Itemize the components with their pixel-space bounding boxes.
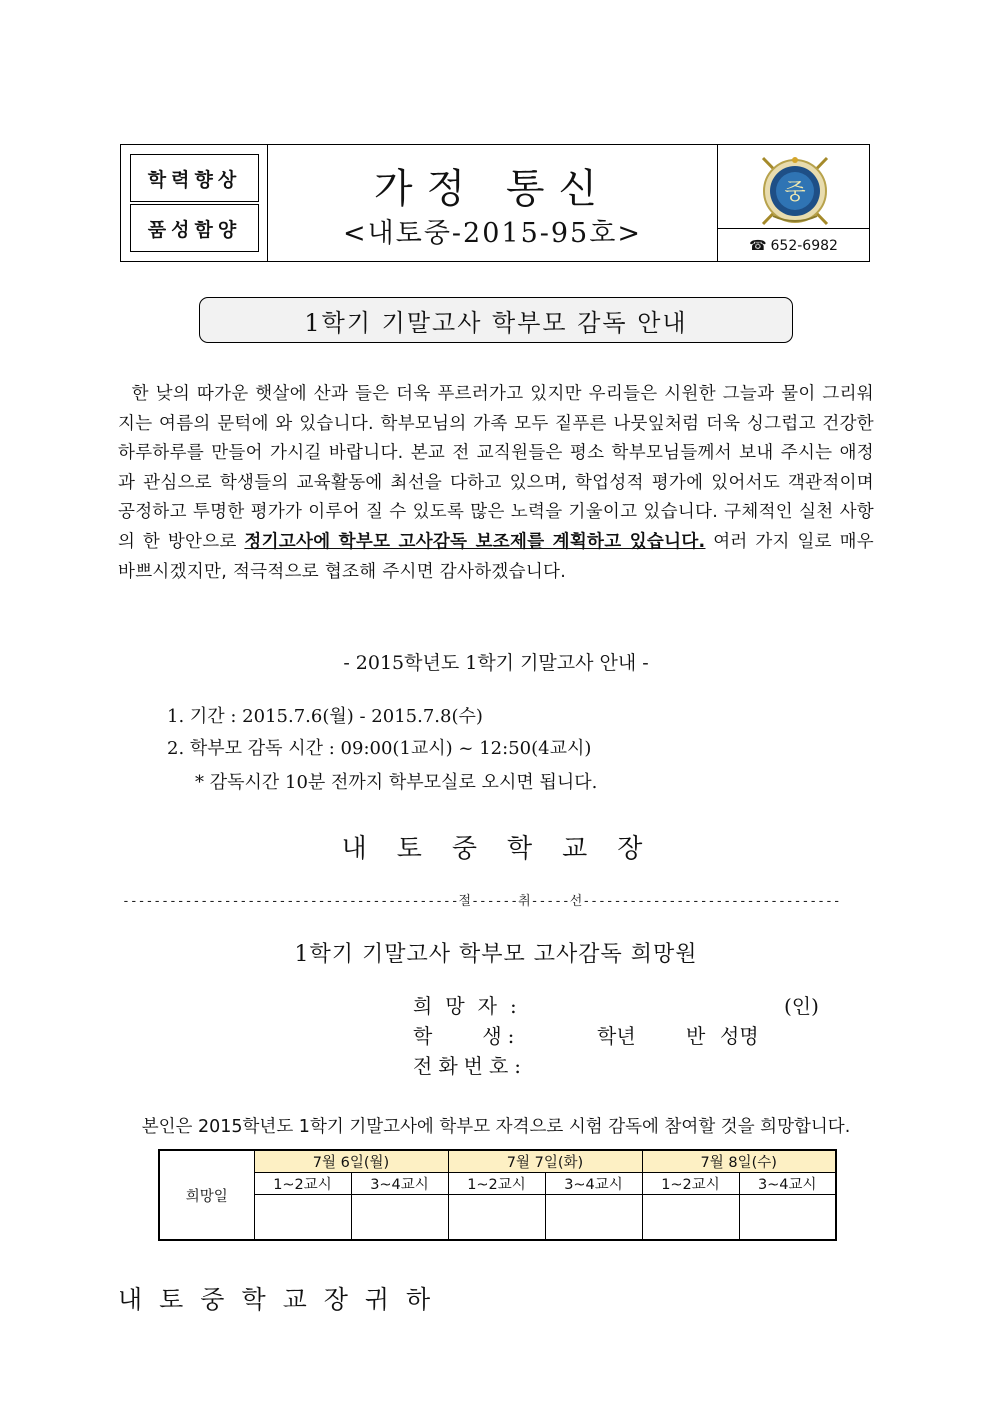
school-emblem-icon [755, 152, 835, 230]
selection-cell[interactable] [254, 1195, 351, 1241]
selection-cell[interactable] [739, 1195, 836, 1241]
pledge-text: 본인은 2015학년도 1학기 기말고사에 학부모 자격으로 시험 감독에 참여할 것을 희망합니다. [141, 1117, 851, 1137]
period-header: 1~2교시 [448, 1173, 545, 1195]
cut-line: -------------------------------------------절------취-----선--------------------------------- [122, 894, 841, 909]
principal-signature: 내토중학교장 [341, 834, 673, 864]
motto-character: 품성함양 [130, 204, 259, 252]
name-label: 성명 [720, 1024, 759, 1048]
period-header: 3~4교시 [739, 1173, 836, 1195]
motto-academic: 학력향상 [130, 154, 259, 202]
period-header: 3~4교시 [351, 1173, 448, 1195]
subject-box: 1학기 기말고사 학부모 감독 안내 [199, 297, 793, 343]
phone-row [718, 228, 869, 262]
phone-number: 652-6982 [770, 237, 838, 254]
body-text-underlined: 정기고사에 학부모 고사감독 보조제를 계획하고 있습니다. [244, 531, 706, 552]
motto-column [121, 145, 268, 261]
phone-number-label: 전화번호: [413, 1054, 528, 1078]
period-header: 3~4교시 [545, 1173, 642, 1195]
period-header: 1~2교시 [642, 1173, 739, 1195]
exam-period-item: 1. 기간 : 2015.7.6(월) - 2015.7.8(수) [167, 706, 483, 727]
issue-number: <내토중-2015-95호> [343, 218, 642, 249]
class-label: 반 [686, 1024, 706, 1048]
seal-mark: (인) [784, 994, 819, 1018]
emblem-letter: 중 [784, 180, 806, 205]
period-header: 1~2교시 [254, 1173, 351, 1195]
body-text-after: 여러 가지 일로 매우 바쁘시겠지만, 적극적으로 협조해 주시면 감사하겠습니다. [118, 531, 874, 582]
exam-notice-heading: - 2015학년도 1학기 기말고사 안내 - [343, 652, 649, 674]
student-label-a: 학 [413, 1024, 433, 1048]
schedule-table [158, 1149, 837, 1241]
body-text-before: 한 낮의 따가운 햇살에 산과 들은 더욱 푸르러가고 있지만 우리들은 시원한 그늘과 물이 그리워지는 여름의 문턱에 와 있습니다. 학부모님의 가족 모두 짙푸른 나뭇잎처럼 더욱 싱그럽고 건강한 하루하루를 만들어 가시길 바랍니다. 본교 전 교직원들은 평소 학부모님들께서 보내 주시는 애정과 관심으로 학생들의 교육활동에 최선을 다하고 있으며, 학업성적 평가에 있어서도 객관적이며 공정하고 투명한 평가가 이루어 질 수 있도록 많은 노력을 기울이고 있습니다. 구체적인 실천 사항의 한 방안으로 [118, 384, 874, 552]
selection-cell[interactable] [351, 1195, 448, 1241]
addressee-footer: 내토중학교장귀하 [118, 1285, 448, 1314]
desired-date-label: 희망일 [159, 1150, 254, 1240]
date-header: 7월 8일(수) [642, 1150, 836, 1173]
grade-label: 학년 [597, 1024, 636, 1048]
student-label [413, 1020, 520, 1049]
selection-cell[interactable] [642, 1195, 739, 1241]
newsletter-title: 가정 통신 [373, 166, 612, 212]
selection-cell[interactable] [448, 1195, 545, 1241]
newsletter-header [120, 144, 870, 262]
date-header: 7월 7일(화) [448, 1150, 642, 1173]
supervision-time-item: 2. 학부모 감독 시간 : 09:00(1교시) ~ 12:50(4교시) [167, 738, 592, 759]
logo-column [717, 145, 869, 261]
selection-cell[interactable] [545, 1195, 642, 1241]
phone-icon: ☎ [749, 237, 767, 254]
student-label-b: 생: [482, 1024, 521, 1048]
title-column [268, 145, 717, 261]
body-paragraph [118, 380, 874, 587]
form-title: 1학기 기말고사 학부모 고사감독 희망원 [294, 942, 698, 967]
applicant-label: 희망자: [413, 994, 530, 1018]
arrival-note: * 감독시간 10분 전까지 학부모실로 오시면 됩니다. [195, 772, 598, 793]
date-header: 7월 6일(월) [254, 1150, 448, 1173]
